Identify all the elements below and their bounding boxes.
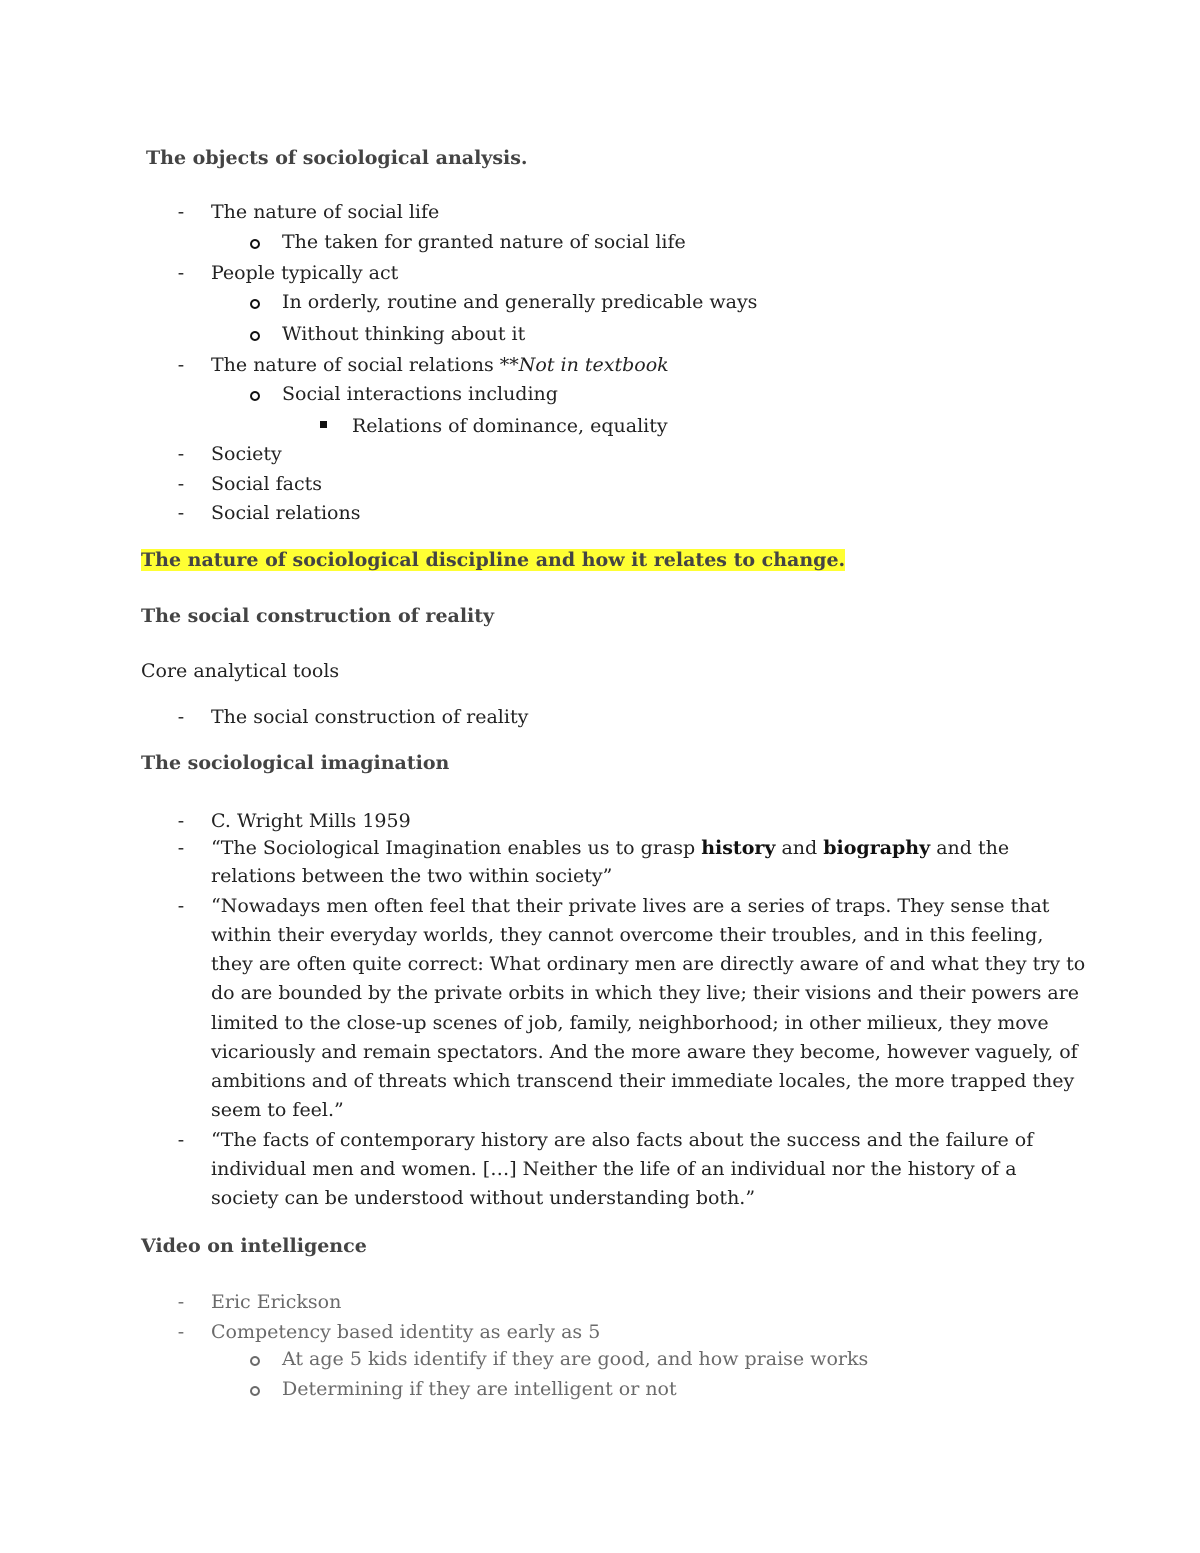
dash-bullet: - [177, 502, 185, 524]
circle-bullet-icon [250, 1386, 260, 1396]
dash-bullet: - [177, 473, 185, 495]
not-in-textbook-note: Not in textbook [518, 354, 669, 376]
core-tools-label: Core analytical tools [141, 660, 340, 682]
section-heading-video-intelligence: Video on intelligence [141, 1235, 367, 1257]
dash-bullet: - [177, 810, 185, 832]
section-heading-objects: The objects of sociological analysis. [146, 147, 528, 169]
circle-bullet-icon [250, 1356, 260, 1366]
document-page: The objects of sociological analysis. - The nature of social life The taken for granted nature of social life - People typically act In orderly, routine and generally predicable ways Without thinking about it - The nature of social relations **Not in textbook Social interactions including Relations of dominance, equality - Society - Social facts - Social relations The nature of sociological discipline and how it relates to change. The social construction of reality Core analytical tools - The social construction of reality The sociological imagination - C. Wright Mills 1959 - “The Sociological Imagination enables us to grasp history and biography and the relations between the two within society” - “Nowadays men often feel that their private lives are a series of traps. They sense that within their everyday worlds, they cannot overcome their troubles, and in this feeling, they are often quite correct: What ordinary men are directly aware of and what they try to do are bounded by the private orbits in which they live; their visions and their powers are limited to the close-up scenes of job, family, neighborhood; in other milieux, they move vicariously and remain spectators. And the more aware they become, however vaguely, of ambitions and of threats which transcend their immediate locales, the more trapped they seem to feel.” - “The facts of contemporary history are also facts about the success and the failure of individual men and women. […] Neither the life of an individual nor the history of a society can be understood without understanding both.” Video on intelligence - Eric Erickson - Competency based identity as early as 5 At age 5 kids identify if they are good, and how praise works Determining if they are intelligent or not [141, 147, 1086, 1400]
dash-bullet: - [177, 201, 185, 223]
section-heading-social-construction: The social construction of reality [141, 605, 495, 627]
dash-bullet: - [177, 1129, 185, 1151]
dash-bullet: - [177, 443, 185, 465]
dash-bullet: - [177, 895, 185, 917]
highlighted-heading: The nature of sociological discipline and how it relates to change. [141, 549, 846, 571]
dash-bullet: - [177, 262, 185, 284]
circle-bullet-icon [250, 331, 260, 341]
section-heading-sociological-imagination: The sociological imagination [141, 752, 450, 774]
dash-bullet: - [177, 354, 185, 376]
dash-bullet: - [177, 706, 185, 728]
circle-bullet-icon [250, 299, 260, 309]
dash-bullet: - [177, 1291, 185, 1313]
circle-bullet-icon [250, 391, 260, 401]
square-bullet-icon [320, 421, 327, 428]
circle-bullet-icon [250, 239, 260, 249]
dash-bullet: - [177, 837, 185, 859]
dash-bullet: - [177, 1321, 185, 1343]
